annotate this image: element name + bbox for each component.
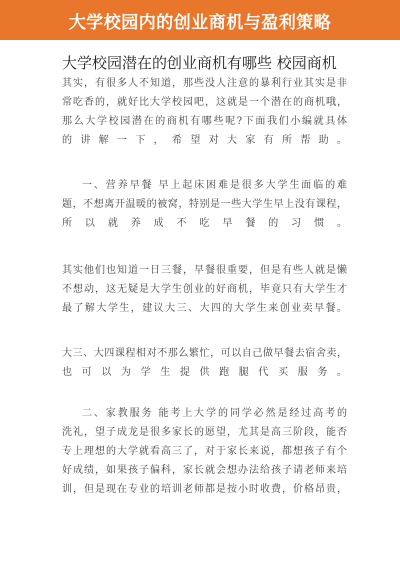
text-line: 的讲解一下，希望对大家有所帮助。 — [62, 135, 347, 146]
paragraph — [62, 74, 347, 150]
text-line: 其实他们也知道一日三餐，早餐很重要，但是有些人就是懒 — [62, 265, 347, 276]
text-line: 好成绩，如果孩子偏科，家长就会想办法给孩子请老师来培 — [62, 465, 347, 476]
text-line: 其实，有很多人不知道，那些没人注意的暴利行业其实是非 — [62, 78, 347, 89]
text-line: 所以就养成不吃早餐的习惯。 — [62, 218, 347, 229]
header-banner — [0, 0, 400, 40]
text-line: 不想动，这无疑是大学生创业的好商机，毕竟只有大学生才 — [62, 284, 347, 295]
paragraph — [62, 176, 347, 233]
text-line: 常吃香的，就好比大学校园吧，这就是一个潜在的商机哦， — [62, 97, 347, 108]
banner-title: 大学校园内的创业商机与盈利策略 — [68, 12, 332, 33]
text-line: 洗礼，望子成龙是很多家长的愿望，尤其是高三阶段，能否 — [62, 427, 347, 438]
text-line: 一、营养早餐 早上起床困难是很多大学生面临的难 — [82, 180, 347, 191]
text-line: 那么大学校园潜在的商机有哪些呢?下面我们小编就具体 — [62, 116, 347, 127]
text-line: 二、家教服务 能考上大学的同学必然是经过高考的 — [82, 408, 347, 419]
document-title: 大学校园潜在的创业商机有哪些 校园商机 — [62, 54, 337, 72]
text-line: 也可以为学生提供跑腿代买服务。 — [62, 367, 347, 378]
document-page — [0, 40, 400, 566]
paragraph — [62, 261, 347, 318]
paragraph — [62, 404, 347, 499]
paragraph — [62, 344, 347, 382]
text-line: 最了解大学生，建议大三、大四的大学生来创业卖早餐。 — [62, 303, 347, 314]
text-line: 训，但是现在专业的培训老师都是按小时收费，价格昂贵， — [62, 484, 347, 495]
text-line: 题，不想离开温暖的被窝，特别是一些大学生早上没有课程， — [62, 199, 347, 210]
text-line: 专上理想的大学就看高三了，对于家长来说，都想孩子有个 — [62, 446, 347, 457]
text-line: 大三、大四课程相对不那么繁忙，可以自己做早餐去宿舍卖， — [62, 348, 347, 359]
